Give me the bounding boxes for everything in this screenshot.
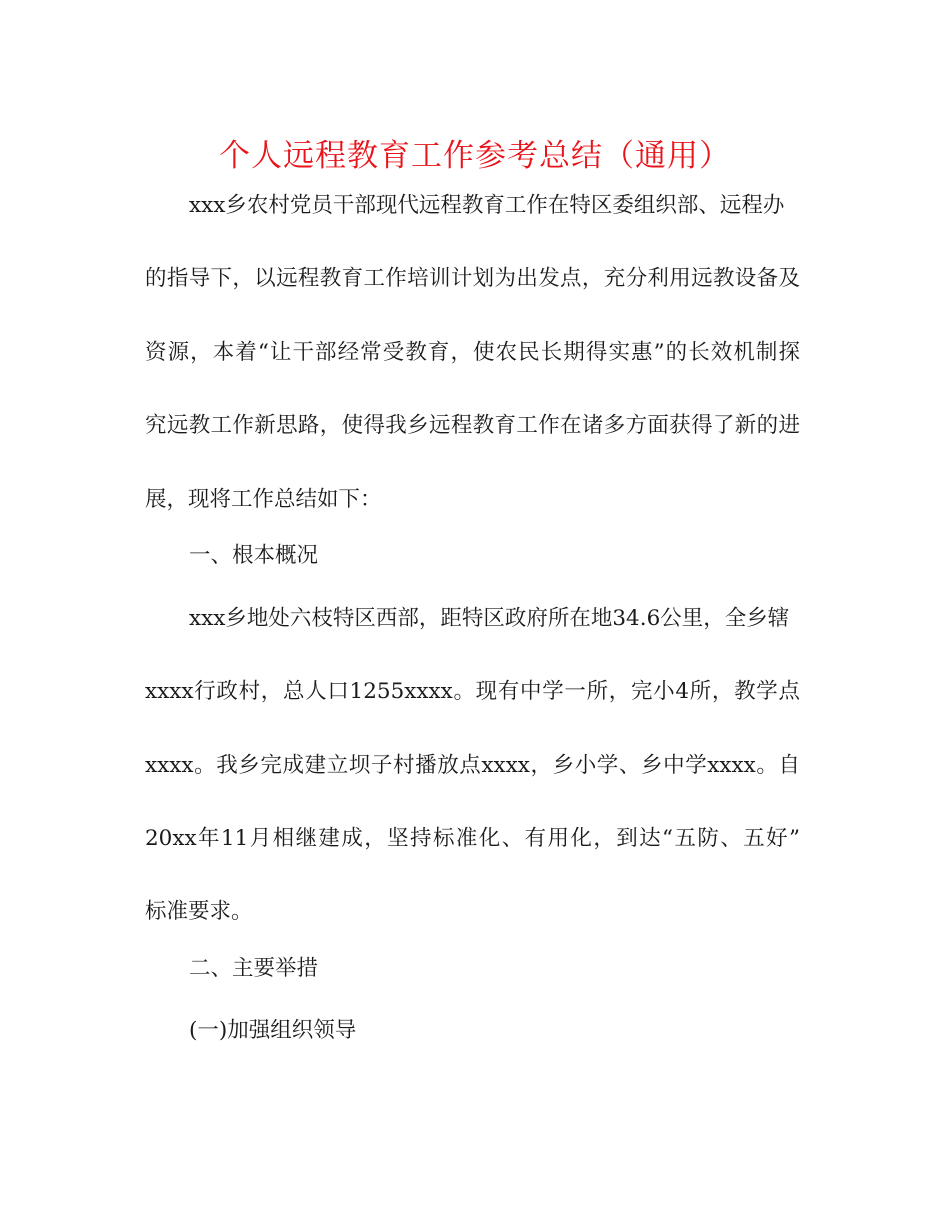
section-heading: 一、根本概况 xyxy=(189,543,319,568)
paragraph-line: xxx乡地处六枝特区西部，距特区政府所在地34.6公里，全乡辖 xyxy=(189,606,790,631)
section-heading: 二、主要举措 xyxy=(189,956,319,981)
paragraph-line: 资源，本着“让干部经常受教育，使农民长期得实惠”的长效机制探 xyxy=(145,340,800,365)
paragraph-line: 20xx年11月相继建成，坚持标准化、有用化，到达“五防、五好” xyxy=(145,826,800,851)
paragraph-line: xxxx行政村，总人口1255xxxx。现有中学一所，完小4所，教学点 xyxy=(145,679,800,704)
subsection-heading: (一)加强组织领导 xyxy=(189,1018,357,1043)
paragraph-line: 展，现将工作总结如下： xyxy=(145,487,382,512)
paragraph-line: xxx乡农村党员干部现代远程教育工作在特区委组织部、远程办 xyxy=(189,193,785,218)
document-title: 个人远程教育工作参考总结（通用） xyxy=(219,138,731,174)
paragraph-line: 标准要求。 xyxy=(145,899,253,924)
paragraph-line: 的指导下，以远程教育工作培训计划为出发点，充分利用远教设备及 xyxy=(145,266,800,291)
paragraph-line: 究远教工作新思路，使得我乡远程教育工作在诸多方面获得了新的进 xyxy=(145,413,800,438)
paragraph-line: xxxx。我乡完成建立坝子村播放点xxxx，乡小学、乡中学xxxx。自 xyxy=(145,753,800,778)
